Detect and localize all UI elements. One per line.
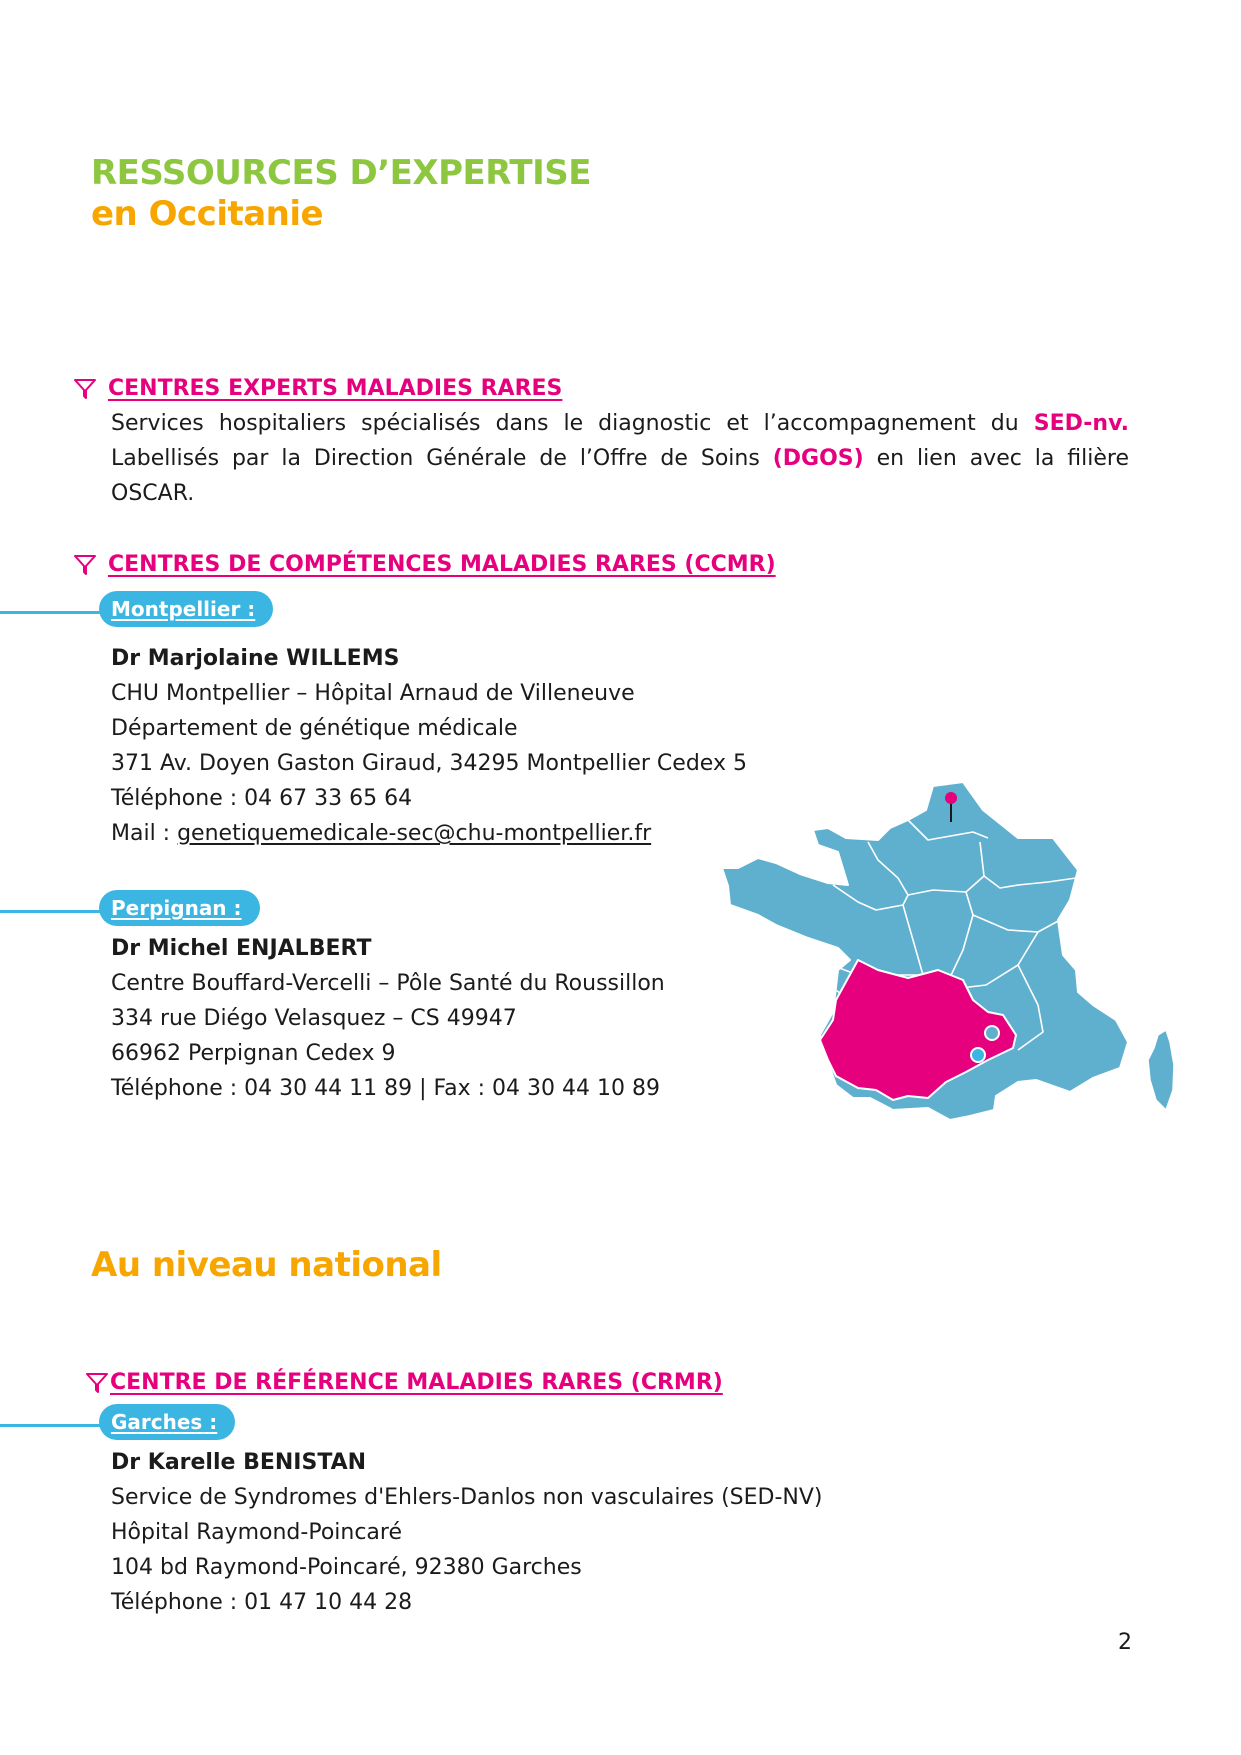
contact-name: Dr Marjolaine WILLEMS: [111, 646, 400, 671]
contact-name: Dr Michel ENJALBERT: [111, 936, 372, 961]
location-marker-montpellier: [985, 1026, 999, 1040]
contact-line: 371 Av. Doyen Gaston Giraud, 34295 Montpellier Cedex 5: [111, 751, 747, 776]
section-heading-ccmr: [74, 552, 776, 577]
location-marker-perpignan: [971, 1048, 985, 1062]
page-number: 2: [1118, 1630, 1132, 1655]
funnel-icon: [74, 555, 96, 575]
section-title: CENTRE DE RÉFÉRENCE MALADIES RARES (CRMR): [110, 1370, 723, 1395]
contact-phone: Téléphone : 04 30 44 11 89 | Fax : 04 30 44 10 89: [111, 1076, 660, 1101]
contact-name: Dr Karelle BENISTAN: [111, 1450, 367, 1475]
contact-line: Département de génétique médicale: [111, 716, 518, 741]
highlight-sed-nv: SED-nv.: [1033, 411, 1129, 436]
corsica: [1148, 1030, 1174, 1110]
location-label-garches: Garches :: [99, 1404, 235, 1440]
funnel-icon: [74, 379, 96, 399]
national-title: Au niveau national: [91, 1245, 442, 1285]
location-label-montpellier: Montpellier :: [99, 591, 273, 627]
contact-line: 334 rue Diégo Velasquez – CS 49947: [111, 1006, 517, 1031]
contact-line: Service de Syndromes d'Ehlers-Danlos non vasculaires (SED-NV): [111, 1485, 823, 1510]
contact-line: CHU Montpellier – Hôpital Arnaud de Villeneuve: [111, 681, 635, 706]
divider-line: [0, 910, 110, 913]
section-heading-centres-experts: [74, 376, 562, 401]
contact-mail: Mail : genetiquemedicale-sec@chu-montpellier.fr: [111, 821, 652, 846]
page-title: RESSOURCES D’EXPERTISE: [91, 153, 591, 193]
section-heading-crmr: [86, 1370, 723, 1395]
section-title: CENTRES EXPERTS MALADIES RARES: [108, 376, 563, 401]
contact-line: 66962 Perpignan Cedex 9: [111, 1041, 396, 1066]
divider-line: [0, 1424, 110, 1427]
contact-perpignan: [111, 931, 665, 1106]
contact-phone: Téléphone : 04 67 33 65 64: [111, 786, 413, 811]
contact-line: Hôpital Raymond-Poincaré: [111, 1520, 403, 1545]
page-subtitle: en Occitanie: [91, 194, 324, 234]
contact-phone: Téléphone : 01 47 10 44 28: [111, 1590, 413, 1615]
contact-line: 104 bd Raymond-Poincaré, 92380 Garches: [111, 1555, 582, 1580]
divider-line: [0, 611, 110, 614]
contact-garches: [111, 1445, 823, 1620]
contact-line: Centre Bouffard-Vercelli – Pôle Santé du Roussillon: [111, 971, 665, 996]
location-label-perpignan: Perpignan :: [99, 890, 260, 926]
section-title: CENTRES DE COMPÉTENCES MALADIES RARES (CCMR): [108, 552, 776, 577]
centres-experts-description: Services hospitaliers spécialisés dans le diagnostic et l’accompagnement du SED-nv. Labellisés par la Direction Générale de l’Offre de Soins (DGOS) en lien avec la filière OSCAR.: [111, 411, 1129, 506]
funnel-icon: [86, 1373, 108, 1393]
mail-link[interactable]: genetiquemedicale-sec@chu-montpellier.fr: [177, 821, 652, 846]
contact-montpellier: [111, 641, 747, 851]
france-map: [718, 780, 1203, 1250]
highlight-dgos: (DGOS): [772, 446, 864, 471]
